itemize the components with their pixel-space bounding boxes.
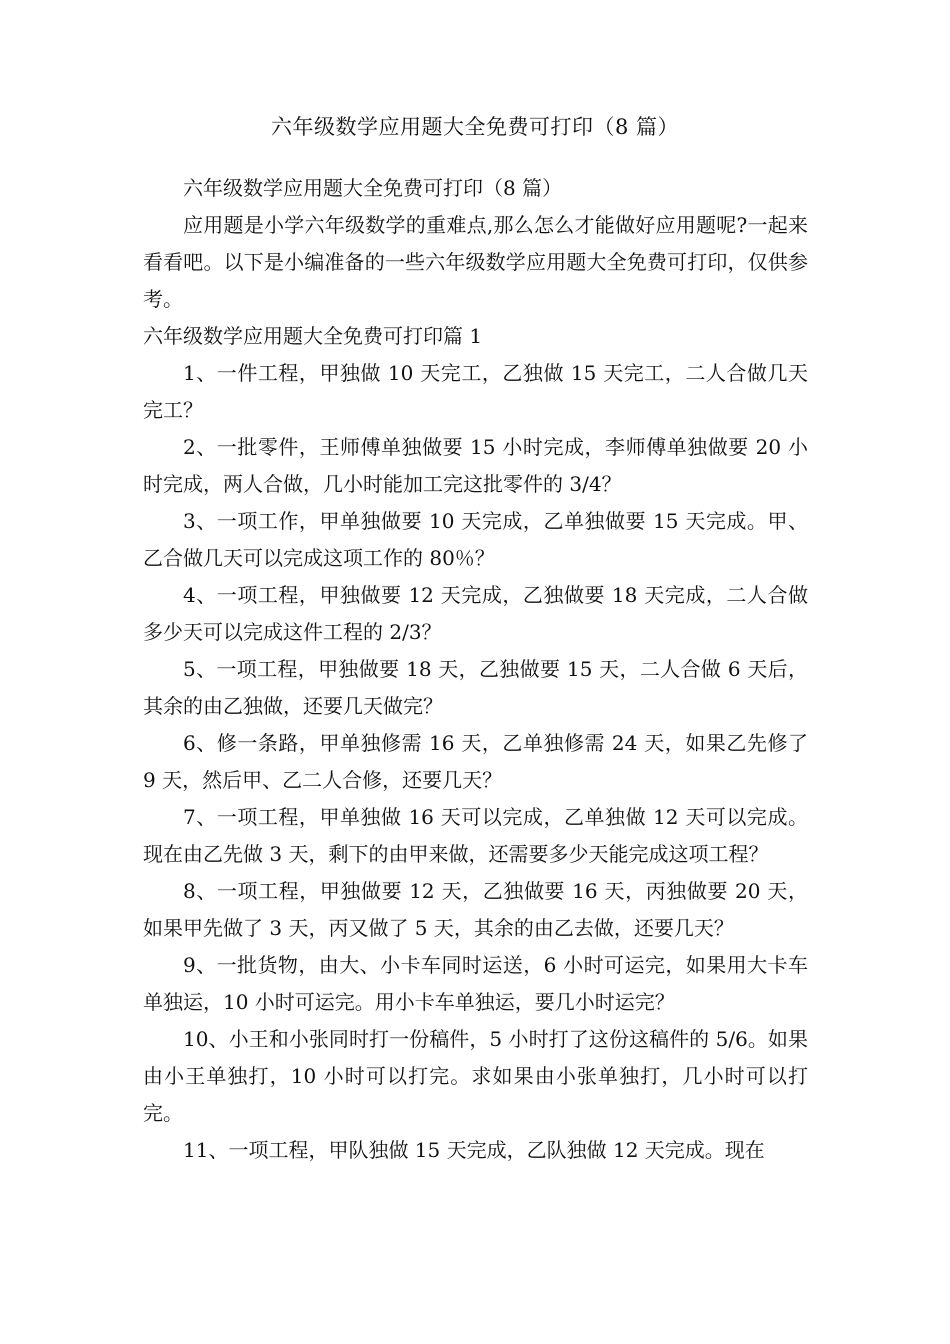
question-item: 8、一项工程，甲独做要 12 天，乙独做要 16 天，丙独做要 20 天，如果甲先做了 3 天，丙又做了 5 天，其余的由乙去做，还要几天？ bbox=[143, 879, 808, 940]
question-item: 1、一件工程，甲独做 10 天完工，乙独做 15 天完工，二人合做几天完工？ bbox=[143, 361, 808, 422]
question-item: 9、一批货物，由大、小卡车同时运送，6 小时可运完，如果用大卡车单独运，10 小时可运完。用小卡车单独运，要几小时运完？ bbox=[143, 953, 808, 1014]
question-item: 6、修一条路，甲单独修需 16 天，乙单独修需 24 天，如果乙先修了 9 天，然后甲、乙二人合修，还要几天？ bbox=[143, 731, 808, 792]
paragraph-intro: 应用题是小学六年级数学的重难点,那么怎么才能做好应用题呢?一起来看看吧。以下是小编准备的一些六年级数学应用题大全免费可打印，仅供参考。 bbox=[143, 213, 808, 311]
question-item: 4、一项工程，甲独做要 12 天完成，乙独做要 18 天完成，二人合做多少天可以完成这件工程的 2/3？ bbox=[143, 583, 808, 644]
question-item: 5、一项工程，甲独做要 18 天，乙独做要 15 天，二人合做 6 天后，其余的由乙独做，还要几天做完？ bbox=[143, 657, 808, 718]
document-body bbox=[143, 170, 808, 1169]
question-item: 10、小王和小张同时打一份稿件，5 小时打了这份这稿件的 5/6。如果由小王单独打，10 小时可以打完。求如果由小张单独打，几小时可以打完。 bbox=[143, 1027, 808, 1125]
document-title: 六年级数学应用题大全免费可打印（8 篇） bbox=[270, 115, 680, 139]
question-item: 11、一项工程，甲队独做 15 天完成，乙队独做 12 天完成。现在 bbox=[183, 1138, 765, 1162]
paragraph-subtitle: 六年级数学应用题大全免费可打印（8 篇） bbox=[183, 176, 563, 200]
question-item: 2、一批零件，王师傅单独做要 15 小时完成，李师傅单独做要 20 小时完成，两人合做，几小时能加工完这批零件的 3/4？ bbox=[143, 435, 808, 496]
section-heading: 六年级数学应用题大全免费可打印篇 1 bbox=[143, 324, 483, 348]
question-item: 7、一项工程，甲单独做 16 天可以完成，乙单独做 12 天可以完成。现在由乙先做 3 天，剩下的由甲来做，还需要多少天能完成这项工程？ bbox=[143, 805, 808, 866]
question-item: 3、一项工作，甲单独做要 10 天完成，乙单独做要 15 天完成。甲、乙合做几天可以完成这项工作的 80％？ bbox=[143, 509, 808, 570]
